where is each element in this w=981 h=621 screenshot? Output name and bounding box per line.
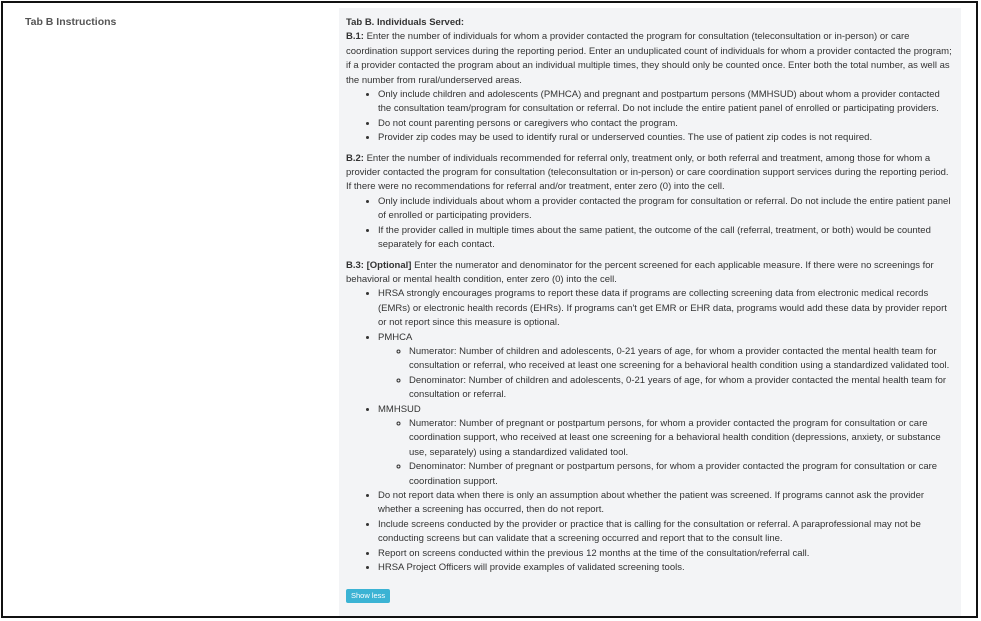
b2-tag: B.2: — [346, 152, 364, 164]
list-item: ◦ Numerator: Number of children and adolescents, 0-21 years of age, for whom a provider contacted the mental health team for consultation or referral, who received at least one screening for a behavioral health condition using a standardized validated tool. — [409, 345, 955, 374]
mmhsud-label: MMHSUD — [378, 403, 421, 415]
b2-paragraph — [346, 152, 955, 195]
list-item: • Only include children and adolescents (PMHCA) and pregnant and postpartum persons (MMHSUD) about whom a provider contacted the consultation team/program for consultation or referral. Do not include the entire patient panel of enrolled or participating providers. — [378, 88, 955, 117]
section-heading: Tab B. Individuals Served: — [346, 17, 465, 28]
list-item: • If the provider called in multiple times about the same patient, the outcome of the call (referral, treatment, or both) would be counted separately for each contact. — [378, 224, 955, 253]
list-item: ◦ Denominator: Number of children and adolescents, 0-21 years of age, for whom a provider contacted the mental health team for consultation or referral. — [409, 374, 955, 403]
list-item-pmhca — [378, 331, 955, 403]
b3-section — [346, 259, 955, 576]
list-item: • Report on screens conducted within the previous 12 months at the time of the consultation/referral call. — [378, 547, 955, 561]
list-item-mmhsud — [378, 403, 955, 489]
mmhsud-sublist — [378, 417, 955, 489]
list-item: • HRSA strongly encourages programs to report these data if programs are collecting screening data from electronic medical records (EMRs) or electronic health records (EHRs). If programs can't get EMR or EHR data, programs would add these data by provider report or not report since this measure is optional. — [378, 287, 955, 330]
b3-paragraph — [346, 259, 955, 288]
b3-text: Enter the numerator and denominator for the percent screened for each applicable measure. If there were no screenings for behavioral or mental health condition, enter zero (0) into the cell. — [346, 259, 934, 285]
b3-tag: B.3: [Optional] — [346, 259, 412, 271]
instructions-panel — [339, 8, 961, 618]
b1-tag: B.1: — [346, 31, 364, 43]
row-label: Tab B Instructions — [25, 16, 117, 28]
b1-list — [346, 88, 955, 146]
b3-list — [346, 287, 955, 575]
b2-section — [346, 152, 955, 253]
b1-paragraph — [346, 30, 955, 88]
show-less-button[interactable]: Show less — [346, 589, 390, 603]
list-item: • Include screens conducted by the provider or practice that is calling for the consultation or referral. A paraprofessional may not be conducting screens but can validate that a screening occurred and report that to the consult line. — [378, 518, 955, 547]
list-item: ◦ Numerator: Number of pregnant or postpartum persons, for whom a provider contacted the program for consultation or care coordination support, who received at least one screening for a behavioral health condition (depressions, anxiety, or substance use, separately) using a standardized validated tool. — [409, 417, 955, 460]
list-item: • Provider zip codes may be used to identify rural or underserved counties. The use of patient zip codes is not required. — [378, 131, 955, 145]
b1-section — [346, 30, 955, 145]
list-item: • Do not count parenting persons or caregivers who contact the program. — [378, 117, 955, 131]
pmhca-label: PMHCA — [378, 331, 413, 343]
list-item: ◦ Denominator: Number of pregnant or postpartum persons, for whom a provider contacted the program for consultation or care coordination support. — [409, 460, 955, 489]
b2-list — [346, 195, 955, 253]
list-item: • Only include individuals about whom a provider contacted the program for consultation or referral. Do not include the entire patient panel of enrolled or participating providers. — [378, 195, 955, 224]
b2-text: Enter the number of individuals recommended for referral only, treatment only, or both referral and treatment, among those for whom a provider contacted the program for consultation (teleconsultation or in-person) or care coordination support services during the reporting period. If there were no recommendations for referral and/or treatment, enter zero (0) into the cell. — [346, 152, 949, 193]
list-item: • HRSA Project Officers will provide examples of validated screening tools. — [378, 561, 955, 575]
b1-text: Enter the number of individuals for whom a provider contacted the program for consultation (teleconsultation or in-person) or care coordination support services during the reporting period. Enter an unduplicated count of individuals for whom a provider contacted the program; if a provider contacted the program about an individual multiple times, they should only be counted once. Enter both the total number, as well as the number from rural/underserved areas. — [346, 31, 952, 86]
list-item: • Do not report data when there is only an assumption about whether the patient was screened. If programs cannot ask the provider whether a screening has occurred, then do not report. — [378, 489, 955, 518]
instructions-frame — [1, 1, 978, 618]
pmhca-sublist — [378, 345, 955, 403]
